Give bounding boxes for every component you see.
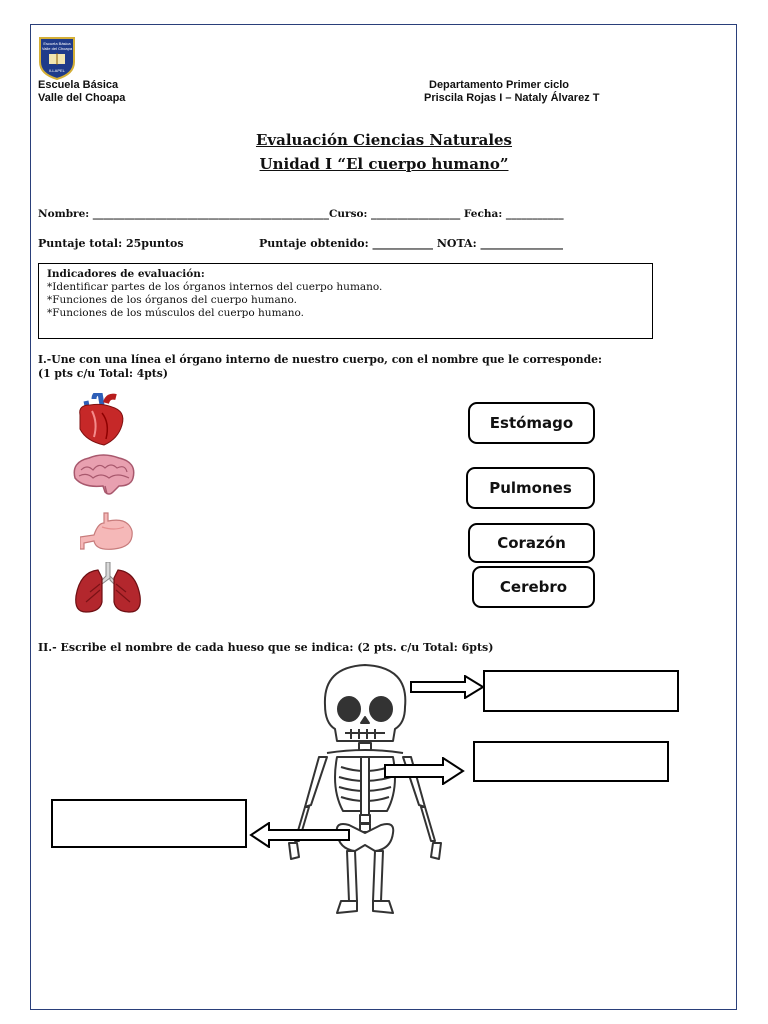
option-pulmones[interactable]: Pulmones [466,467,595,509]
indicators-heading: Indicadores de evaluación: [47,268,205,280]
arrow-right-icon [409,675,485,699]
indicator-item: *Funciones de los músculos del cuerpo humano. [47,307,305,319]
section1-line2: (1 pts c/u Total: 4pts) [38,367,168,380]
school-name-line2: Valle del Choapa [38,92,126,104]
arrow-left-icon [249,822,351,848]
score-grade-field[interactable]: Puntaje obtenido: ___________ NOTA: _______________ [259,237,563,250]
section1-line1: I.-Une con una línea el órgano interno de nuestro cuerpo, con el nombre que le corresponde: [38,353,603,366]
option-cerebro[interactable]: Cerebro [472,566,595,608]
total-score: Puntaje total: 25puntos [38,237,184,250]
department-line2: Priscila Rojas I – Nataly Álvarez T [424,92,600,104]
indicator-item: *Funciones de los órganos del cuerpo humano. [47,294,298,306]
department-info [424,79,599,105]
bone-answer-box-ribs[interactable] [473,741,669,782]
page-subtitle: Unidad I “El cuerpo humano” [259,155,509,173]
heart-icon [72,393,130,447]
bone-answer-box-skull[interactable] [483,670,679,712]
department-line1: Departamento Primer ciclo [429,79,569,91]
arrow-right-icon [383,757,465,785]
section1-instructions [38,353,602,381]
indicators-box [38,263,653,339]
bone-answer-box-femur[interactable] [51,799,247,848]
indicator-item: *Identificar partes de los órganos internos del cuerpo humano. [47,281,383,293]
option-estomago[interactable]: Estómago [468,402,595,444]
logo-text-1: Escuela Básica [43,41,71,46]
school-name [38,79,125,105]
name-course-date-field[interactable]: Nombre: _____________________________________________Curso: _________________ Fecha: ___________ [38,208,564,220]
option-corazon[interactable]: Corazón [468,523,595,563]
school-logo [37,36,77,80]
logo-text-3: ILLAPEL [49,68,65,73]
section2-instructions: II.- Escribe el nombre de cada hueso que se indica: (2 pts. c/u Total: 6pts) [38,641,494,654]
logo-text-2: Valle del Choapa [41,46,73,51]
lungs-icon [72,562,144,616]
brain-icon [69,452,139,498]
skeleton-illustration [245,661,495,919]
page-title: Evaluación Ciencias Naturales [255,131,513,149]
stomach-icon [80,511,136,553]
school-name-line1: Escuela Básica [38,79,119,91]
